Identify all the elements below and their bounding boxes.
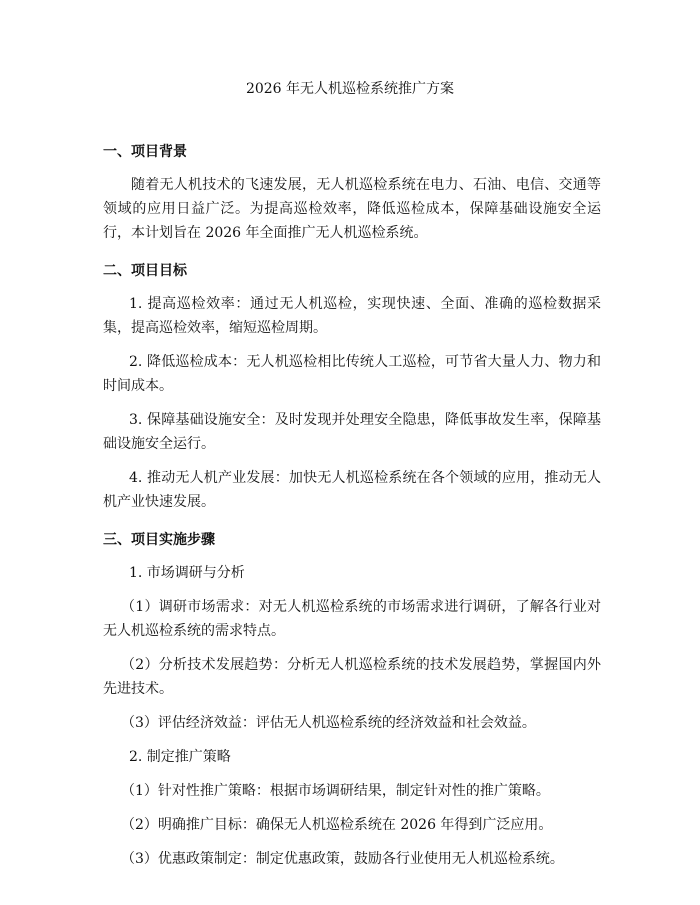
section-heading-goals: 二、项目目标	[103, 263, 187, 279]
document-body	[103, 140, 601, 881]
step-sub-item: （3）评估经济效益：评估无人机巡检系统的经济效益和社会效益。	[121, 715, 536, 731]
step-sub-item: （2）明确推广目标：确保无人机巡检系统在 2026 年得到广泛应用。	[121, 817, 553, 833]
background-paragraph: 随着无人机技术的飞速发展，无人机巡检系统在电力、石油、电信、交通等领域的应用日益广泛。为提高巡检效率，降低巡检成本，保障基础设施安全运行，本计划旨在 2026 年全面推广无人机巡检系统。	[103, 177, 601, 241]
section-heading-steps: 三、项目实施步骤	[103, 532, 215, 548]
step-sub-item: （2）分析技术发展趋势：分析无人机巡检系统的技术发展趋势，掌握国内外先进技术。	[103, 657, 601, 697]
step-sub-item: （3）优惠政策制定：制定优惠政策，鼓励各行业使用无人机巡检系统。	[121, 851, 564, 867]
goal-item: 3. 保障基础设施安全：及时发现并处理安全隐患，降低事故发生率，保障基础设施安全运行。	[103, 412, 601, 452]
step-sub-item: （1）针对性推广策略：根据市场调研结果，制定针对性的推广策略。	[121, 783, 550, 799]
goal-item: 1. 提高巡检效率：通过无人机巡检，实现快速、全面、准确的巡检数据采集，提高巡检效率，缩短巡检周期。	[103, 296, 601, 336]
goal-item: 2. 降低巡检成本：无人机巡检相比传统人工巡检，可节省大量人力、物力和时间成本。	[103, 354, 601, 394]
document-title: 2026 年无人机巡检系统推广方案	[245, 81, 455, 97]
goal-item: 4. 推动无人机产业发展：加快无人机巡检系统在各个领域的应用，推动无人机产业快速发展。	[103, 470, 601, 510]
step-sub-item: （1）调研市场需求：对无人机巡检系统的市场需求进行调研，了解各行业对无人机巡检系统的需求特点。	[103, 599, 601, 639]
section-heading-background: 一、项目背景	[103, 144, 187, 160]
step-label: 1. 市场调研与分析	[129, 565, 245, 581]
step-label: 2. 制定推广策略	[129, 749, 231, 765]
